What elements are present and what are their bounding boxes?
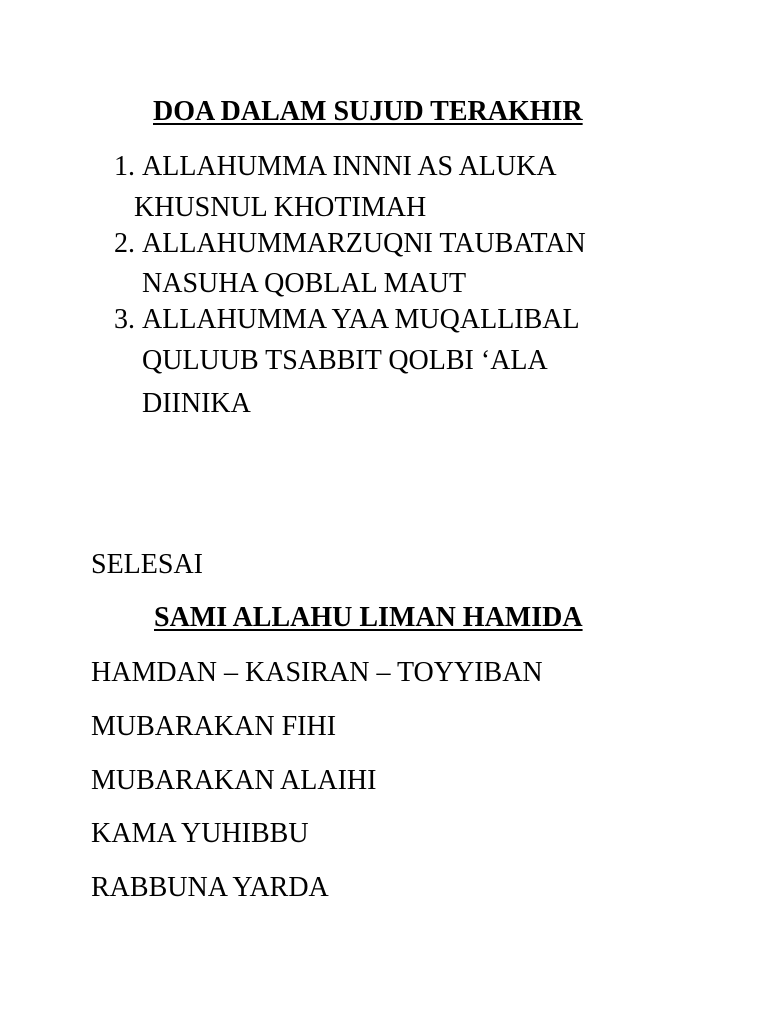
- prayer-line: NASUHA QOBLAL MAUT: [142, 268, 467, 299]
- heading-doa-dalam-sujud-terakhir: DOA DALAM SUJUD TERAKHIR: [153, 96, 583, 127]
- prayer-line: ALLAHUMMARZUQNI TAUBATAN: [142, 228, 586, 259]
- closing-line: HAMDAN – KASIRAN – TOYYIBAN: [91, 657, 543, 688]
- prayer-line: DIINIKA: [142, 388, 251, 419]
- prayer-number: 1.: [114, 151, 135, 182]
- closing-line: MUBARAKAN FIHI: [91, 711, 337, 742]
- prayer-line: ALLAHUMMA YAA MUQALLIBAL: [142, 304, 580, 335]
- closing-line: KAMA YUHIBBU: [91, 818, 309, 849]
- closing-line: RABBUNA YARDA: [91, 872, 329, 903]
- prayer-number: 2.: [114, 228, 135, 259]
- selesai-label: SELESAI: [91, 549, 203, 580]
- prayer-line: ALLAHUMMA INNNI AS ALUKA: [142, 151, 557, 182]
- heading-sami-allahu-liman-hamida: SAMI ALLAHU LIMAN HAMIDA: [154, 602, 583, 633]
- prayer-line: QULUUB TSABBIT QOLBI ‘ALA: [142, 345, 548, 376]
- prayer-line: KHUSNUL KHOTIMAH: [134, 192, 427, 223]
- prayer-number: 3.: [114, 304, 135, 335]
- closing-line: MUBARAKAN ALAIHI: [91, 765, 377, 796]
